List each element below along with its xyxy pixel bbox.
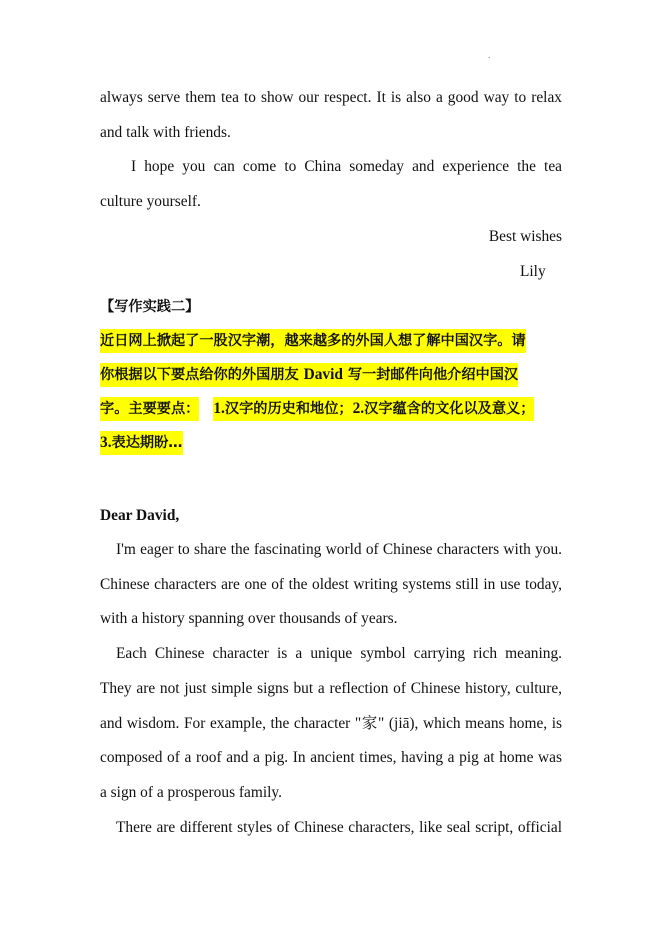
practice2-prompt-line-2 bbox=[100, 364, 562, 386]
letter2-line-3: with a history spanning over thousands of years. bbox=[100, 610, 398, 627]
letter2-line-2: Chinese characters are one of the oldest writing systems still in use today, bbox=[100, 576, 562, 593]
prompt-num-1: 1. bbox=[213, 400, 225, 417]
prompt-line-2-b: 写一封邮件向他介绍中国汉 bbox=[342, 367, 519, 383]
letter1-line-4: culture yourself. bbox=[100, 193, 201, 210]
letter2-line-9: There are different styles of Chinese characters, like seal script, official bbox=[116, 819, 562, 836]
corner-mark: . bbox=[488, 50, 491, 60]
prompt-line-4-a: 表达期盼… bbox=[111, 435, 183, 451]
letter2-line-7: composed of a roof and a pig. In ancient times, having a pig at home was bbox=[100, 749, 562, 766]
letter2-line-1: I'm eager to share the fascinating world of Chinese characters with you. bbox=[116, 541, 562, 558]
letter1-line-1: always serve them tea to show our respect. It is also a good way to relax bbox=[100, 89, 562, 106]
prompt-line-3-a: 字。主要要点： bbox=[100, 397, 199, 421]
prompt-line-3-b: 汉字的历史和地位； bbox=[224, 401, 353, 417]
prompt-line-3-c: 汉字蕴含的文化以及意义； bbox=[364, 401, 535, 417]
prompt-line-1-text: 近日网上掀起了一股汉字潮，越来越多的外国人想了解中国汉字。请 bbox=[100, 329, 526, 353]
practice2-heading: 【写作实践二】 bbox=[100, 299, 200, 315]
letter2-salutation: Dear David, bbox=[100, 507, 180, 524]
letter2-line-6: and wisdom. For example, the character "家" (jiā), which means home, is bbox=[100, 715, 562, 732]
prompt-num-3: 3. bbox=[100, 434, 112, 451]
letter2-line-8: a sign of a prosperous family. bbox=[100, 784, 282, 801]
prompt-name-david: David bbox=[303, 366, 343, 383]
letter2-line-5: They are not just simple signs but a reflection of Chinese history, culture, bbox=[100, 680, 562, 697]
practice2-prompt-line-3 bbox=[100, 398, 562, 420]
letter2-line-4: Each Chinese character is a unique symbol carrying rich meaning. bbox=[116, 645, 562, 662]
prompt-num-2: 2. bbox=[352, 400, 365, 417]
letter1-closing: Best wishes bbox=[488, 228, 562, 245]
prompt-line-2-a: 你根据以下要点给你的外国朋友 bbox=[100, 367, 304, 383]
practice2-prompt-line-4 bbox=[100, 432, 562, 454]
practice2-prompt-line-1 bbox=[100, 330, 562, 352]
letter1-line-2: and talk with friends. bbox=[100, 124, 231, 141]
letter1-line-3: I hope you can come to China someday and experience the tea bbox=[131, 158, 562, 175]
letter1-signature: Lily bbox=[520, 263, 546, 280]
